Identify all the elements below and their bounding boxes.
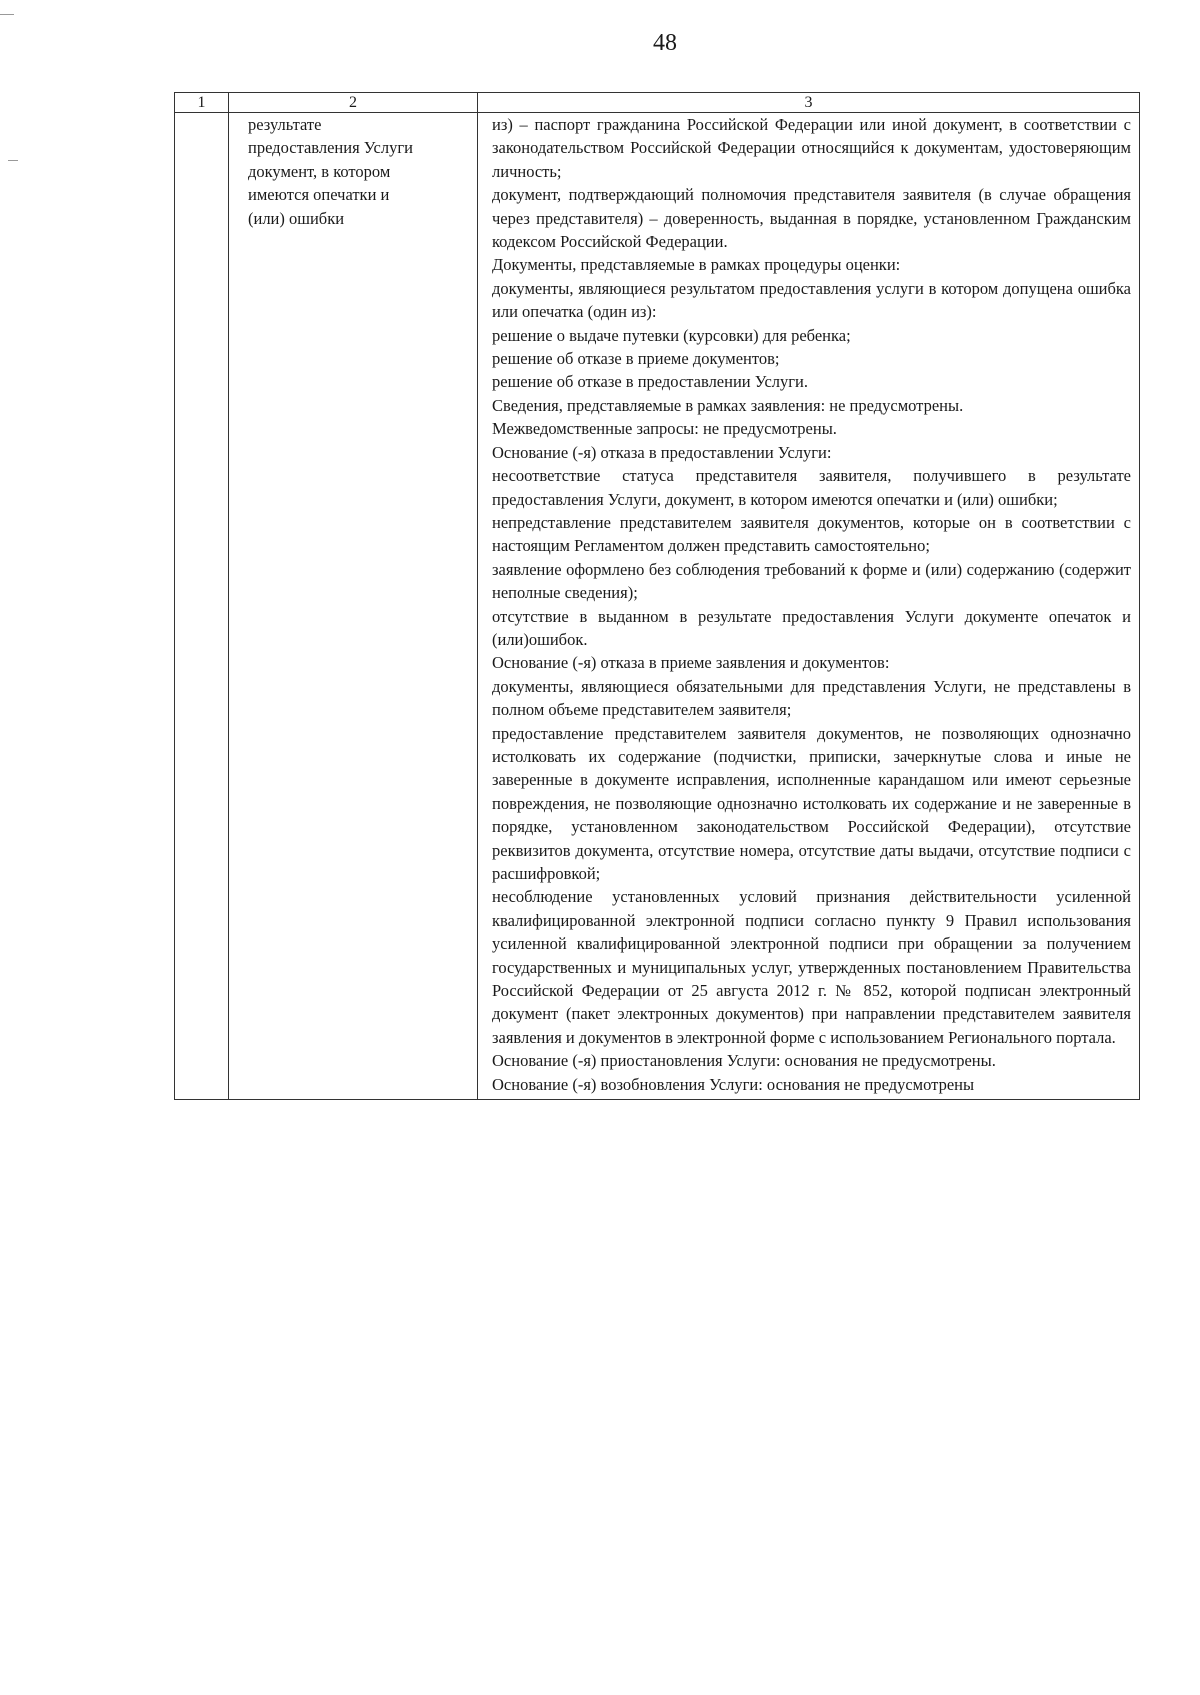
table-header-row	[175, 93, 1140, 113]
cell-col3-paragraph: документы, являющиеся результатом предоставления услуги в котором допущена ошибка или опечатка (один из):	[492, 278, 1131, 322]
cell-col3-paragraph: решение об отказе в приеме документов;	[492, 349, 780, 369]
cell-col3-paragraph: Межведомственные запросы: не предусмотрены.	[492, 419, 837, 439]
table-row	[175, 113, 1140, 1100]
cell-col3-paragraph: Документы, представляемые в рамках процедуры оценки:	[492, 255, 901, 275]
cell-col3-paragraph: Основание (-я) приостановления Услуги: основания не предусмотрены.	[492, 1051, 996, 1071]
cell-col3-paragraph: несоблюдение установленных условий признания действительности усиленной квалифицированной электронной подписи согласно пункту 9 Правил использования усиленной квалифицированной электронной подписи при обращении за получением государственных и муниципальных услуг, утвержденных постановлением Правительства Российской Федерации от 25 августа 2012 г. № 852, которой подписан электронный документ (пакет электронных документов) при направлении представителем заявителя заявления и документов в электронной форме с использованием Регионального портала.	[492, 887, 1131, 1047]
cell-col3-paragraph: документы, являющиеся обязательными для представления Услуги, не представлены в полном объеме представителем заявителя;	[492, 676, 1131, 720]
cell-col3-paragraph: заявление оформлено без соблюдения требований к форме и (или) содержанию (содержит неполные сведения);	[492, 559, 1131, 603]
cell-col3-paragraph: предоставление представителем заявителя документов, не позволяющих однозначно истолковать их содержание (подчистки, приписки, зачеркнутые слова и иные не заверенные в документе исправления, исполненные карандашом или имеют серьезные повреждения, не позволяющие однозначно истолковать их содержание и не заверенные в порядке, установленном законодательством Российской Федерации), отсутствие реквизитов документа, отсутствие номера, отсутствие даты выдачи, отсутствие подписи с расшифровкой;	[492, 723, 1131, 883]
column-header-3: 3	[478, 93, 1140, 113]
column-header-1: 1	[175, 93, 229, 113]
column-header-2: 2	[229, 93, 478, 113]
scan-mark	[0, 14, 14, 15]
cell-col1	[175, 113, 229, 1100]
cell-col3-paragraph: Основание (-я) отказа в предоставлении Услуги:	[492, 442, 832, 462]
cell-col3-paragraph: документ, подтверждающий полномочия представителя заявителя (в случае обращения через представителя) – доверенность, выданная в порядке, установленном Гражданским кодексом Российской Федерации.	[492, 185, 1131, 252]
cell-col3-paragraph: отсутствие в выданном в результате предоставления Услуги документе опечаток и (или)ошибок.	[492, 606, 1131, 649]
cell-col3-paragraph: Основание (-я) отказа в приеме заявления и документов:	[492, 653, 890, 673]
cell-col2-line: результате	[248, 115, 322, 134]
cell-col2-line: имеются опечатки и	[248, 185, 390, 205]
cell-col3-paragraph: несоответствие статуса представителя заявителя, получившего в результате предоставления Услуги, документ, в котором имеются опечатки и (или) ошибки;	[492, 466, 1131, 509]
cell-col3-paragraph: решение о выдаче путевки (курсовки) для ребенка;	[492, 325, 851, 345]
cell-col3-paragraph: Сведения, представляемые в рамках заявления: не предусмотрены.	[492, 395, 964, 415]
document-table	[174, 92, 1140, 1100]
cell-col3-paragraph: из) – паспорт гражданина Российской Федерации или иной документ, в соответствии с законодательством Российской Федерации относящийся к документам, удостоверяющим личность;	[492, 115, 1131, 181]
cell-col3-paragraph: решение об отказе в предоставлении Услуги.	[492, 372, 808, 392]
cell-col2	[229, 113, 478, 1100]
cell-col2-line: документ, в котором	[248, 161, 391, 181]
cell-col3-paragraph: Основание (-я) возобновления Услуги: основания не предусмотрены	[492, 1074, 975, 1094]
cell-col3	[478, 113, 1140, 1100]
cell-col2-line: предоставления Услуги	[248, 138, 413, 158]
cell-col3-paragraph: непредставление представителем заявителя документов, которые он в соответствии с настоящим Регламентом должен представить самостоятельно;	[492, 512, 1131, 556]
cell-col2-line: (или) ошибки	[248, 208, 345, 228]
page-number: 48	[653, 30, 677, 56]
scan-mark	[8, 160, 18, 161]
